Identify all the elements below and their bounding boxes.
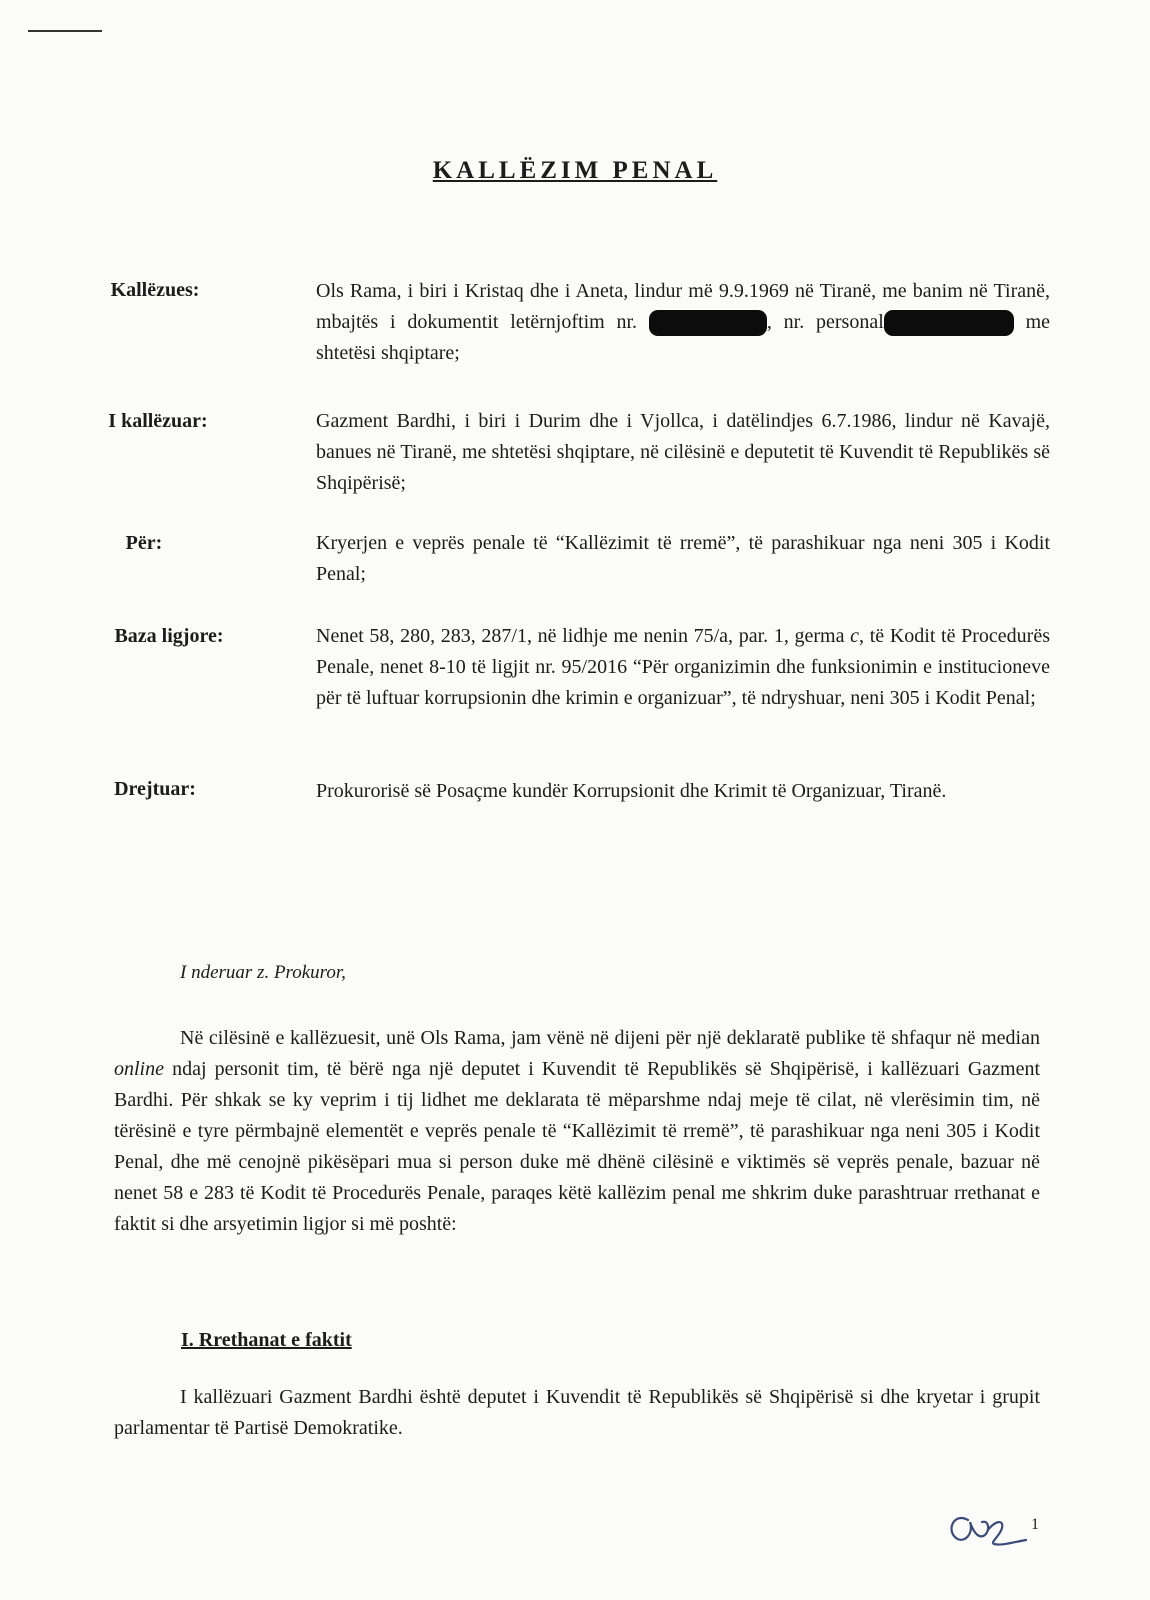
field-label: I kallëzuar:	[108, 410, 208, 432]
intro-italic: online	[114, 1058, 164, 1080]
legal-basis-text: , të Kodit të Procedurës Penale, nenet 8-10 të ligjit nr. 95/2016 “Për organizimin dhe funksionimin e institucioneve për të luftuar korrupsionin dhe krimin e organizuar”, të ndryshuar, neni 305 i Kodit Penal;	[316, 625, 1051, 709]
field-value: Kryerjen e veprës penale të “Kallëzimit të rremë”, të parashikuar nga neni 305 i Kodit Penal;	[316, 532, 1050, 585]
legal-basis-text: Nenet 58, 280, 283, 287/1, në lidhje me nenin 75/a, par. 1, germa	[316, 625, 845, 647]
complainant-text: , nr. personal	[766, 311, 884, 333]
intro-text: ndaj personit tim, të bërë nga një deputet i Kuvendit të Republikës së Shqipërisë, i kallëzuari Gazment Bardhi. Për shkak se ky veprim i tij lidhet me deklarata të mëparshme ndaj meje të cilat, në vlerësimin tim, në tërësinë e tyre përmbajnë elementët e veprës penale të “Kallëzimit të rremë”, të parashikuar nga neni 305 i Kodit Penal, dhe më cenojnë pikësëpari mua si person duke më dhënë cilësinë e viktimës së veprës penale, bazuar në nenet 58 e 283 të Kodit të Procedurës Penale, paraqes këtë kallëzim penal me shkrim duke parashtruar rrethanat e faktit si dhe arsyetimin ligjor si më poshtë:	[114, 1058, 1041, 1235]
intro-text: Në cilësinë e kallëzuesit, unë Ols Rama, jam vënë në dijeni për një deklaratë publike të shfaqur në median	[180, 1027, 1040, 1049]
field-value: Prokurorisë së Posaçme kundër Korrupsionit dhe Krimit të Organizuar, Tiranë.	[316, 780, 947, 802]
legal-basis-italic: c	[850, 625, 860, 647]
redaction-block	[884, 310, 1014, 336]
complainant-text: Ols Rama, i biri i Kristaq dhe i Aneta, lindur më 9.9.1969 në Tiranë, me banim në Tiranë, mbajtës i dokumentit letërnjoftim nr.	[316, 280, 1050, 333]
complainant-text: me shtetësi shqiptare;	[316, 311, 1051, 364]
page-number: 1	[1031, 1516, 1039, 1533]
section-paragraph: I kallëzuari Gazment Bardhi është deputet i Kuvendit të Republikës së Shqipërisë si dhe kryetar i grupit parlamentar të Partisë Demokratike.	[114, 1386, 1040, 1439]
field-label: Baza ligjore:	[114, 625, 224, 647]
field-label: Për:	[125, 532, 163, 554]
salutation: I nderuar z. Prokuror,	[180, 962, 346, 983]
field-value: Gazment Bardhi, i biri i Durim dhe i Vjollca, i datëlindjes 6.7.1986, lindur në Kavajë, banues në Tiranë, me shtetësi shqiptare, në cilësinë e deputetit të Kuvendit të Republikës së Shqipërisë;	[316, 410, 1050, 494]
field-label: Drejtuar:	[114, 778, 196, 800]
intro-paragraph	[114, 1023, 1040, 1240]
corner-mark	[28, 30, 102, 32]
field-value	[316, 276, 1050, 369]
field-label: Kallëzues:	[110, 279, 200, 301]
field-value	[316, 621, 1050, 714]
handwritten-signature	[944, 1508, 1030, 1557]
document-title: KALLËZIM PENAL	[432, 157, 718, 184]
section-heading: I. Rrethanat e faktit	[181, 1329, 352, 1351]
redaction-block	[649, 310, 767, 336]
